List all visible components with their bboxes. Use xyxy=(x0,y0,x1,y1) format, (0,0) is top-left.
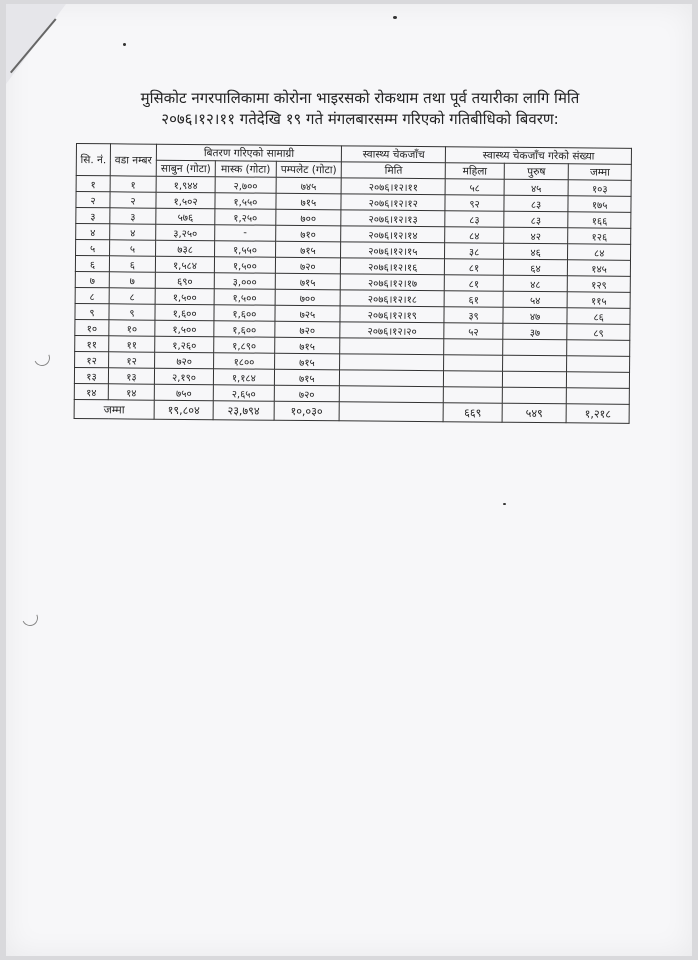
cell-mask: ३,००० xyxy=(214,273,275,290)
total-soap: १९,८०४ xyxy=(154,400,213,420)
cell-ward: ९ xyxy=(109,304,155,320)
cell-ward: ३ xyxy=(110,208,156,224)
header-soap: साबुन (गोटा) xyxy=(156,160,215,177)
cell-ward: १२ xyxy=(109,352,155,368)
cell-male xyxy=(502,339,567,356)
cell-pamphlet: ७१५ xyxy=(274,369,340,386)
activity-table xyxy=(74,143,632,424)
cell-mask: १,१८४ xyxy=(214,369,275,386)
cell-mask: १,६०० xyxy=(214,305,275,322)
cell-sn: १ xyxy=(76,176,110,192)
cell-female: ९२ xyxy=(445,195,503,212)
cell-soap: ७२० xyxy=(154,352,213,369)
cell-female: ८३ xyxy=(445,211,503,228)
title-line-1: मुसिकोट नगरपालिकामा कोरोना भाइरसको रोकथाम तथा पूर्व तयारीका लागि मिति xyxy=(140,89,580,107)
total-pamphlet: १०,०३० xyxy=(274,401,340,421)
cell-mask: २,६५० xyxy=(213,385,274,402)
cell-soap: १,५०२ xyxy=(156,192,215,209)
cell-female: ३९ xyxy=(444,307,502,324)
cell-pamphlet: ७१५ xyxy=(275,241,341,258)
cell-date: २०७६।१२।१७ xyxy=(340,274,444,291)
cell-sn: ७ xyxy=(75,271,109,287)
cell-mask: १,५०० xyxy=(215,257,276,274)
cell-male: ४७ xyxy=(503,307,568,324)
cell-total: १२६ xyxy=(568,228,631,245)
cell-soap: १,९४४ xyxy=(156,176,215,193)
cell-soap: ५७६ xyxy=(156,208,215,225)
cell-male: ४५ xyxy=(504,179,569,196)
cell-pamphlet: ७१५ xyxy=(274,353,340,370)
ink-speck xyxy=(503,503,506,505)
cell-female xyxy=(444,355,502,372)
header-ward-number: वडा नम्बर xyxy=(110,144,156,176)
cell-pamphlet: ७१५ xyxy=(276,193,342,210)
cell-ward: ५ xyxy=(110,240,156,256)
cell-male: ४८ xyxy=(503,275,568,292)
cell-total: १७५ xyxy=(568,196,631,213)
cell-pamphlet: ७४५ xyxy=(276,177,342,194)
total-female: ६६९ xyxy=(443,403,502,423)
cell-ward: १३ xyxy=(108,368,154,384)
cell-sn: ११ xyxy=(75,335,109,351)
cell-soap: २,१९० xyxy=(154,368,213,385)
header-pamphlet: पम्पलेट (गोटा) xyxy=(276,161,342,178)
cell-female xyxy=(444,387,502,404)
cell-soap: १,६०० xyxy=(155,304,214,321)
cell-mask: १,६०० xyxy=(214,321,275,338)
cell-mask: १,८९० xyxy=(214,337,275,354)
cell-pamphlet: ७१५ xyxy=(274,337,340,354)
cell-mask: १,५५० xyxy=(215,241,276,258)
cell-date: २०७६।१२।१३ xyxy=(341,210,445,227)
cell-date: २०७६।१२।२० xyxy=(340,322,444,339)
cell-female: ६१ xyxy=(444,291,502,308)
cell-soap: ६९० xyxy=(155,272,214,289)
cell-sn: १२ xyxy=(75,351,109,367)
cell-soap: १,५०० xyxy=(155,320,214,337)
table-body xyxy=(74,176,631,405)
cell-ward: ४ xyxy=(110,224,156,240)
cell-ward: १ xyxy=(110,176,156,192)
cell-ward: १० xyxy=(109,320,155,336)
cell-male: ६४ xyxy=(503,259,568,276)
cell-total xyxy=(567,372,630,389)
total-grand: १,२१८ xyxy=(566,404,629,424)
cell-date xyxy=(340,338,444,355)
header-date: मिति xyxy=(341,162,445,179)
cell-female: ८१ xyxy=(445,259,503,276)
header-distributed-materials: बितरण गरिएको सामाग्री xyxy=(156,144,341,162)
cell-female: ५८ xyxy=(445,179,503,196)
cell-sn: ९ xyxy=(75,303,109,319)
cell-date: २०७६।१२।१५ xyxy=(341,242,445,259)
cell-date xyxy=(340,370,444,387)
cell-pamphlet: ७०० xyxy=(275,209,341,226)
cell-date: २०७६।१२।१६ xyxy=(341,258,445,275)
cell-mask: १८०० xyxy=(214,353,275,370)
document-title xyxy=(80,88,640,130)
cell-date: २०७६।१२।१२ xyxy=(341,194,445,211)
cell-soap: १,५८४ xyxy=(155,256,214,273)
ink-speck xyxy=(123,43,126,46)
cell-male xyxy=(502,355,567,372)
cell-sn: ५ xyxy=(76,240,110,256)
cell-sn: ६ xyxy=(75,256,109,272)
cell-sn: १४ xyxy=(74,383,108,399)
cell-ward: २ xyxy=(110,192,156,208)
cell-total: ८४ xyxy=(568,244,631,261)
cell-mask: २,७०० xyxy=(215,177,276,194)
cell-female: ५२ xyxy=(444,323,502,340)
cell-ward: ६ xyxy=(109,256,155,272)
header-health-check: स्वास्थ्य चेकजाँच xyxy=(342,146,446,163)
cell-total: १०३ xyxy=(568,180,631,197)
totals-label: जम्मा xyxy=(74,399,154,419)
total-mask: २३,७९४ xyxy=(213,401,274,421)
title-line-2: २०७६।१२।११ गतेदेखि १९ गते मंगलबारसम्म गरिएको गतिबीधिको बिवरण: xyxy=(161,110,559,128)
cell-female xyxy=(444,339,502,356)
cell-total: ११५ xyxy=(567,292,630,309)
header-health-check-count: स्वास्थ्य चेकजाँच गरेको संख्या xyxy=(446,147,632,165)
cell-male: ४६ xyxy=(503,243,568,260)
header-male: पुरुष xyxy=(504,163,569,180)
cell-ward: ११ xyxy=(109,336,155,352)
header-total: जम्मा xyxy=(569,164,632,181)
cell-sn: ८ xyxy=(75,287,109,303)
cell-female: ३८ xyxy=(445,243,503,260)
cell-total: १६६ xyxy=(568,212,631,229)
cell-male: ५४ xyxy=(503,291,568,308)
cell-pamphlet: ७२० xyxy=(275,257,341,274)
cell-pamphlet: ७२० xyxy=(274,385,340,402)
cell-female: ८४ xyxy=(445,227,503,244)
cell-female: ८१ xyxy=(445,275,503,292)
cell-male xyxy=(502,387,567,404)
cell-date: २०७६।१२।१९ xyxy=(340,306,444,323)
cell-mask: - xyxy=(215,225,276,242)
cell-total: १२९ xyxy=(568,276,631,293)
cell-female xyxy=(444,371,502,388)
cell-total xyxy=(567,356,630,373)
cell-pamphlet: ७१० xyxy=(275,225,341,242)
cell-ward: ८ xyxy=(109,288,155,304)
cell-date: २०७६।१२।१८ xyxy=(340,290,444,307)
cell-mask: १,२५० xyxy=(215,209,276,226)
cell-ward: १४ xyxy=(108,384,154,400)
cell-ward: ७ xyxy=(109,272,155,288)
cell-mask: १,५५० xyxy=(215,193,276,210)
cell-date xyxy=(339,386,443,403)
cell-date: २०७६।१२।१४ xyxy=(341,226,445,243)
total-date-empty xyxy=(339,402,443,422)
cell-male: ८३ xyxy=(504,211,569,228)
cell-soap: १,५०० xyxy=(155,288,214,305)
cell-total: ८९ xyxy=(567,324,630,341)
cell-sn: १३ xyxy=(74,367,108,383)
header-mask: मास्क (गोटा) xyxy=(215,161,276,178)
cell-pamphlet: ७२५ xyxy=(275,305,341,322)
cell-date: २०७६।१२।११ xyxy=(341,178,445,195)
cell-total: १४५ xyxy=(568,260,631,277)
cell-soap: ३,२५० xyxy=(156,224,215,241)
cell-total xyxy=(567,340,630,357)
cell-sn: ३ xyxy=(76,208,110,224)
cell-soap: ७५० xyxy=(154,384,213,401)
cell-total: ८६ xyxy=(567,308,630,325)
header-serial-number: सि. नं. xyxy=(76,144,110,176)
cell-soap: १,२६० xyxy=(155,336,214,353)
cell-date xyxy=(340,354,444,371)
cell-male: ४२ xyxy=(503,227,568,244)
cell-pamphlet: ७२० xyxy=(274,321,340,338)
ink-speck xyxy=(393,16,397,19)
cell-soap: ७३८ xyxy=(155,240,214,257)
cell-total xyxy=(567,388,630,405)
cell-sn: २ xyxy=(76,192,110,208)
cell-male xyxy=(502,371,567,388)
cell-mask: १,५०० xyxy=(214,289,275,306)
cell-sn: ४ xyxy=(76,224,110,240)
cell-pamphlet: ७१५ xyxy=(275,273,341,290)
total-male: ५४९ xyxy=(502,403,567,423)
header-female: महिला xyxy=(446,163,504,180)
cell-sn: १० xyxy=(75,319,109,335)
cell-pamphlet: ७०० xyxy=(275,289,341,306)
cell-male: ३७ xyxy=(503,323,568,340)
cell-male: ८३ xyxy=(504,195,569,212)
